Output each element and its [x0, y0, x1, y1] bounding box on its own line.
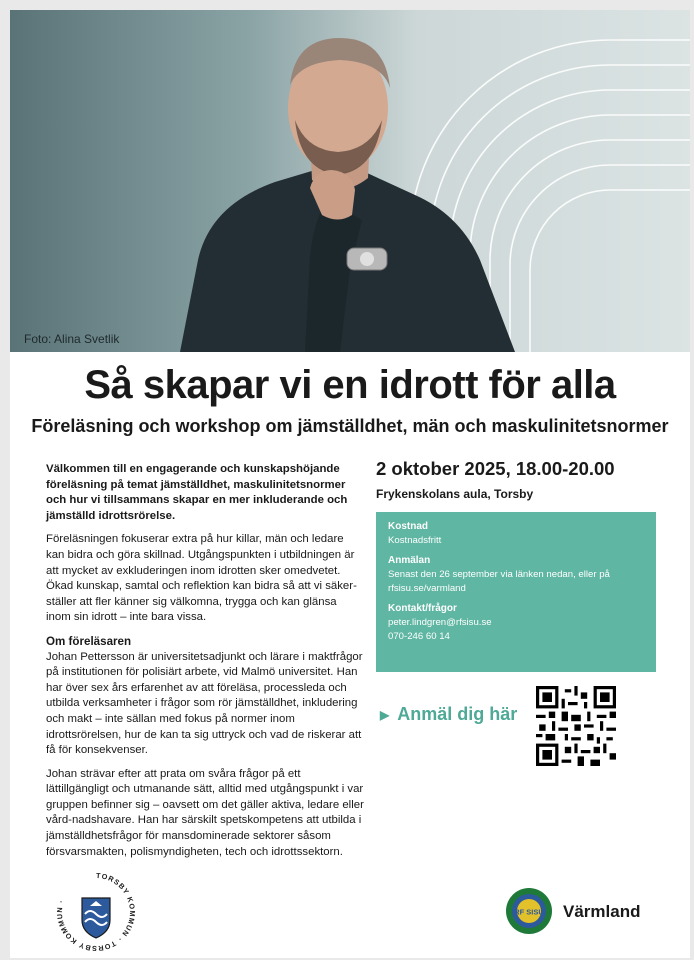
event-date: 2 oktober 2025, 18.00-20.00: [376, 458, 615, 479]
signup-cta-label: Anmäl dig här: [397, 704, 518, 724]
page-subtitle: Föreläsning och workshop om jämställdhet, män och maskulinitetsnormer: [31, 416, 669, 436]
signup-link[interactable]: rfsisu.se/varmland: [388, 583, 466, 594]
intro-paragraph: Välkommen till en engagerande och kunskapshöjande föreläsning på temat jämställdhet, maskulinitetsnormer och hur vi tillsammans skapar en mer inkluderande och jämställd idrottsrörelse.: [46, 463, 348, 522]
about-paragraph-1: Johan Pettersson är universitetsadjunkt och lärare i maktfrågor på institutionen för polisiärt arbete, vid Malmö universitet. Han har över sex års erfarenhet av att föreläsa, processleda och utbilda verksamheter i frågor som rör jämställdhet, inkludering och makt – inte sällan med fokus på normer inom idrottsrörelsen, hur de kan ta sig uttryck och vad de riskerar att få för konsekvenser.: [46, 650, 363, 757]
qr-code[interactable]: [536, 686, 616, 766]
cost-block: [388, 520, 644, 548]
rf-sisu-logo: [504, 886, 554, 936]
page-title: Så skapar vi en idrott för alla: [84, 363, 616, 407]
contact-block: [388, 602, 644, 644]
signup-text: Senast den 26 september via länken nedan, eller på: [388, 569, 610, 580]
cost-heading: Kostnad: [388, 521, 428, 532]
poster: [10, 10, 690, 958]
hero-photo: [10, 10, 690, 352]
torsby-kommun-logo: [54, 870, 138, 954]
hero-illustration: [10, 10, 690, 352]
signup-cta[interactable]: [380, 704, 517, 725]
cost-value: Kostnadsfritt: [388, 535, 442, 546]
focus-paragraph: Föreläsningen fokuserar extra på hur killar, män och ledare kan bidra och göra skillnad. Utgångspunkten i utbildningen är att mycket av exkluderingen inom idrotten sker omedvetet. Ökad kunskap, samtal och reflektion kan bidra så att vi säker-ställer att fler känner sig välkomna, trygga och kan glänsa inom sin idrott – inte bara vissa.: [46, 533, 357, 624]
logo-ring-text: TORSBY KOMMUN · TORSBY KOMMUN ·: [54, 870, 138, 954]
play-arrow-icon: ▶: [380, 707, 390, 722]
event-details: [376, 458, 666, 501]
contact-phone[interactable]: 070-246 60 14: [388, 631, 450, 642]
info-box: [376, 512, 656, 672]
logo-badge-text: RF SISU: [514, 907, 544, 917]
signup-heading: Anmälan: [388, 555, 431, 566]
photo-credit: Foto: Alina Svetlik: [24, 332, 120, 346]
about-heading: Om föreläsaren: [46, 634, 132, 648]
body-text: [46, 462, 364, 868]
about-paragraph-2: Johan strävar efter att prata om svåra frågor på ett lättillgängligt och utmanande sätt, alltid med utgångspunkt i var gruppen befinner sig – oavsett om det gäller aktiva, ledare eller vård-nadshavare. Han har särskilt spetskompetens att utbilda i jämställdhetsfrågor för mansdominerade sektorer såsom försvarsmakten, polismyndigheten, tech och idrottssektorn.: [46, 767, 364, 858]
varmland-label: Värmland: [563, 902, 641, 921]
event-venue: Frykenskolans aula, Torsby: [376, 487, 534, 501]
contact-heading: Kontakt/frågor: [388, 603, 457, 614]
signup-block: [388, 554, 644, 596]
contact-email[interactable]: peter.lindgren@rfsisu.se: [388, 617, 492, 628]
